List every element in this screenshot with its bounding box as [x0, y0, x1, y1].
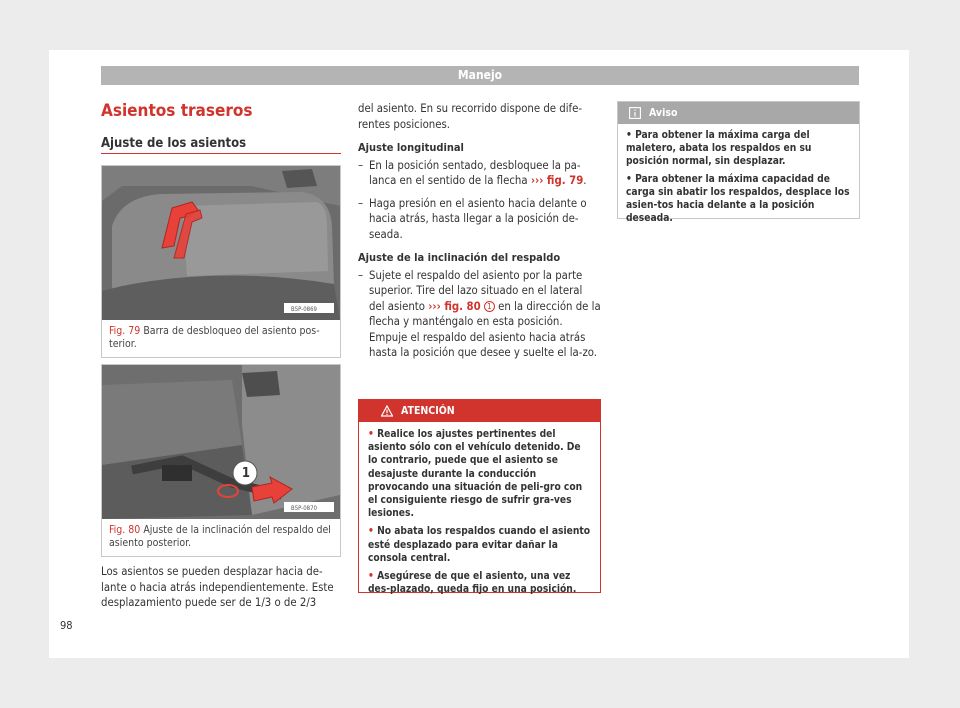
section-title: Asientos traseros [101, 101, 253, 121]
figure-caption-text: Barra de desbloqueo del asiento pos-terior. [109, 325, 320, 350]
rear-seat-lever-illustration [102, 166, 340, 320]
figure-number: Fig. 79 [109, 325, 141, 337]
figure-number: Fig. 80 [109, 524, 141, 536]
page-number: 98 [60, 619, 73, 632]
warning-box [358, 399, 601, 596]
figure-code: B5P-0870 [291, 505, 317, 512]
callout-number: 1 [241, 466, 251, 481]
warning-title: ATENCIÓN [401, 405, 455, 417]
note-box [617, 101, 860, 225]
figure-code: B5P-0869 [291, 306, 317, 313]
incline-heading: Ajuste de la inclinación del respaldo [358, 251, 561, 264]
figure-caption [102, 320, 340, 357]
warning-item: • Realice los ajustes pertinentes del asiento sólo con el vehículo detenido. De lo contrario, puede que el asiento se desajuste durante la conducción provocando una situación de peli-gro con el consiguiente riesgo de sufrir gra-ves lesiones. [368, 429, 583, 520]
fig-80-link[interactable]: ››› fig. 80 [428, 299, 481, 313]
figure-80 [101, 364, 341, 557]
note-text: Para obtener la máxima carga del maletero, abata los respaldos en su posición normal, sin desplazar. [626, 130, 812, 168]
warning-text: No abata los respaldos cuando el asiento esté desplazado para evitar dañar la consola central. [368, 526, 591, 564]
continuation-paragraph: del asiento. En su recorrido dispone de dife-rentes posiciones. [358, 102, 583, 131]
warning-text: Asegúrese de que el asiento, una vez des-plazado, queda fijo en una posición. [368, 571, 577, 596]
warning-header [359, 400, 600, 422]
note-body [618, 124, 859, 235]
section-header: Manejo [101, 66, 859, 85]
note-item: • Para obtener la máxima carga del maletero, abata los respaldos en su posición normal, sin desplazar. [626, 130, 812, 168]
callout-badge: 1 [484, 301, 495, 312]
warning-body [359, 422, 600, 607]
incline-step-1 [358, 268, 601, 361]
figure-caption [102, 519, 340, 556]
fig-79-link[interactable]: ››› fig. 79 [530, 174, 584, 187]
note-item: • Para obtener la máxima capacidad de carga sin abatir los respaldos, desplace los asien-tos hacia delante a la posición deseada. [626, 173, 850, 225]
step-text: en la dirección de la flecha y manténgalo en esta posición. Empuje el respaldo del asiento hacia atrás hasta la posición que desee y suelte el la-zo. [369, 299, 601, 359]
instructions-column [358, 101, 601, 368]
warning-triangle-icon [381, 405, 393, 417]
section-subtitle: Ajuste de los asientos [101, 136, 247, 151]
note-title: Aviso [649, 107, 678, 119]
longitudinal-step-1: – En la posición sentado, desbloquee la pa-lanca en el sentido de la flecha ››› fig. 79. [358, 158, 601, 189]
note-header [618, 102, 859, 124]
body-paragraph: Los asientos se pueden desplazar hacia de-lante o hacia atrás independientemente. Este desplazamiento puede ser de 1/3 o de 2/3 [101, 565, 334, 609]
info-icon [629, 107, 641, 119]
warning-item: • No abata los respaldos cuando el asiento esté desplazado para evitar dañar la consola central. [368, 526, 591, 564]
note-text: Para obtener la máxima capacidad de carga sin abatir los respaldos, desplace los asien-tos hacia delante a la posición deseada. [626, 173, 850, 225]
warning-text: Realice los ajustes pertinentes del asiento sólo con el vehículo detenido. De lo contrario, puede que el asiento se desajuste durante la conducción provocando una situación de peli-gro con el consiguiente riesgo de sufrir gra-ves lesiones. [368, 429, 583, 520]
backrest-incline-illustration [102, 365, 340, 519]
longitudinal-step-2: – Haga presión en el asiento hacia delante o hacia atrás, hasta llegar a la posición de-seada. [358, 196, 601, 243]
subtitle-rule [101, 153, 341, 154]
step-text: En la posición sentado, desbloquee la pa-lanca en el sentido de la flecha [369, 158, 581, 187]
figure-79 [101, 165, 341, 358]
figure-caption-text: Ajuste de la inclinación del respaldo del asiento posterior. [109, 524, 331, 549]
step-text: Sujete el respaldo del asiento por la parte superior. Tire del lazo situado en el lateral del asiento [369, 268, 583, 313]
longitudinal-heading: Ajuste longitudinal [358, 141, 464, 154]
warning-item: • Asegúrese de que el asiento, una vez des-plazado, queda fijo en una posición. [368, 571, 577, 596]
